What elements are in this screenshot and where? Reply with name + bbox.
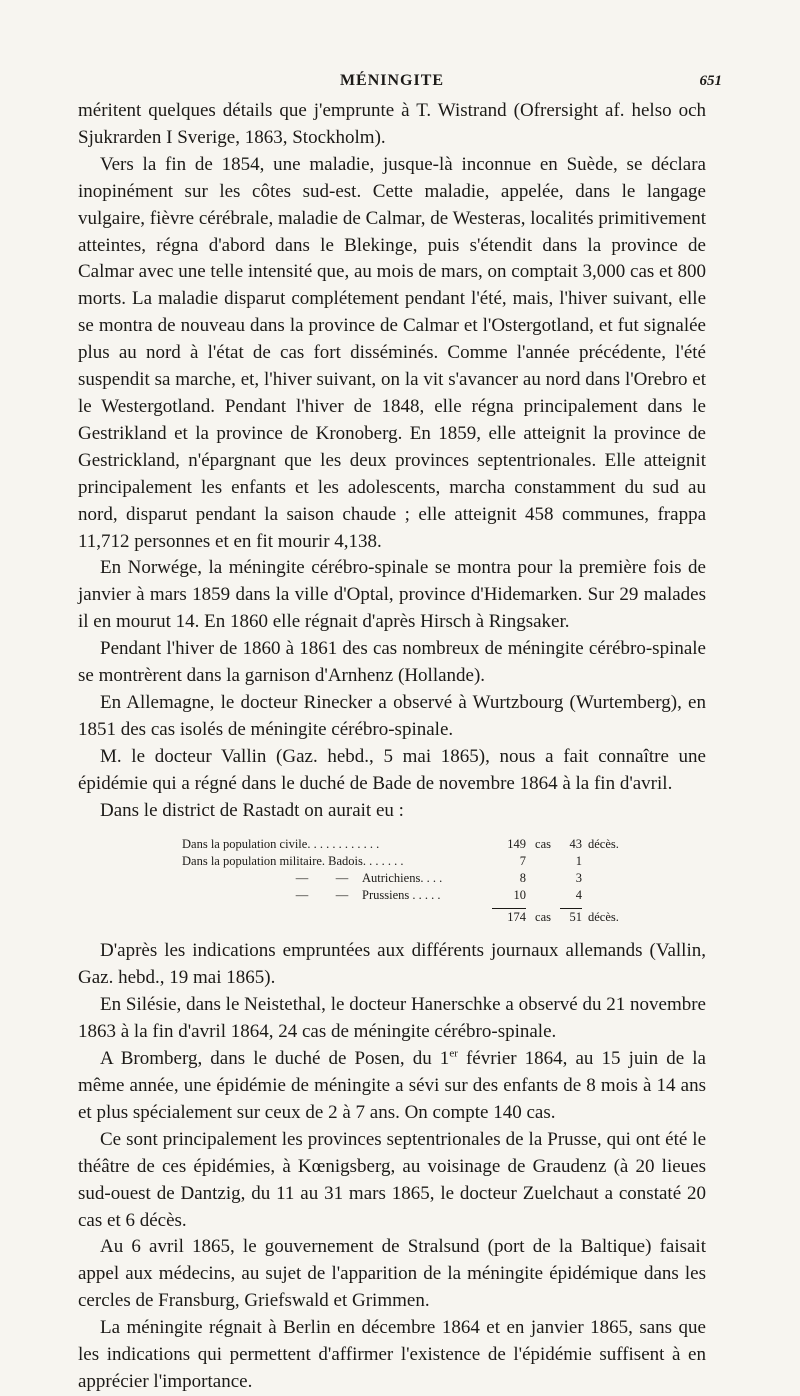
deaths-value: 1 [575, 854, 582, 869]
total-cases-unit: cas [535, 910, 551, 925]
total-cases-value: 174 [492, 908, 526, 926]
paragraph-berlin: La méningite régnait à Berlin en décembre 1864 et en janvier 1865, sans que les indications qui permettent d'affirmer l'existence de l'épidémie suffisent à en apprécier l'importance. [78, 1317, 706, 1392]
cases-value: 7 [519, 854, 526, 869]
paragraph-prussia: Ce sont principalement les provinces septentrionales de la Prusse, qui ont été le théâtre de ces épidémies, à Kœnigsberg, au voisinage de Graudenz (à 20 lieues sud-ouest de Dantzig, du 11 au 31 mars 1865, le docteur Zuelchaut a constaté 20 cas et 6 décès. [78, 1128, 706, 1231]
table-total-row [182, 908, 632, 926]
row-label: Dans la population civile. . . . . . . . . . . . [182, 837, 380, 852]
ditto-mark: — [335, 871, 349, 886]
cases-value: 8 [519, 871, 526, 886]
paragraph-germany: En Allemagne, le docteur Rinecker a observé à Wurtzbourg (Wurtemberg), en 1851 des cas isolés de méningite cérébro-spinale. [78, 691, 706, 740]
page-header [78, 72, 722, 94]
page-number: 651 [699, 73, 722, 89]
deaths-value: 3 [575, 871, 582, 886]
ditto-mark: — [295, 888, 309, 903]
paragraph-sweden: Vers la fin de 1854, une maladie, jusque-là inconnue en Suède, se déclara inopinément sur les côtes sud-est. Cette maladie, appelée, dans le langage vulgaire, fièvre cérébrale, maladie de Calmar, de Westeras, localités primitivement atteintes, régna d'abord dans le Blekinge, puis s'étendit dans la province de Calmar avec une telle intensité que, au mois de mars, on comptait 3,000 cas et 800 morts. La maladie disparut complétement pendant l'été, mais, l'hiver suivant, elle se montra de nouveau dans la province de Calmar et l'Ostergotland, et fut signalée plus au nord à l'état de cas fort disséminés. Comme l'année précédente, l'été suspendit sa marche, et, l'hiver suivant, on la vit s'avancer au nord dans l'Orebro et le Westergotland. Pendant l'hiver de 1848, elle régna principalement dans le Gestrikland et la province de Kronoberg. En 1859, elle atteignit la province de Gestrickland, n'épargnant que les deux provinces septentrionales. Elle atteignit principalement les enfants et les adolescents, marcha constamment du sud au nord, disparut pendant la saison chaude ; elle atteignit 458 communes, frappa 11,712 personnes et en fit mourir 4,138. [78, 153, 706, 552]
paragraph-stralsund: Au 6 avril 1865, le gouvernement de Stralsund (port de la Baltique) faisait appel aux médecins, au sujet de l'apparition de la méningite épidémique dans les cercles de Fransburg, Griefswald et Grimmen. [78, 1236, 706, 1312]
row-label: Dans la population militaire. Badois. . . . . . . [182, 854, 404, 869]
running-title: MÉNINGITE [339, 72, 445, 89]
cases-value: 149 [507, 837, 526, 852]
table-row [182, 836, 632, 853]
row-label-group [182, 887, 492, 904]
paragraph-sources: D'après les indications empruntées aux différents journaux allemands (Vallin, Gaz. hebd., 19 mai 1865). [78, 940, 706, 989]
book-page [78, 72, 722, 1396]
paragraph-vallin: M. le docteur Vallin (Gaz. hebd., 5 mai 1865), nous a fait connaître une épidémie qui a régné dans le duché de Bade de novembre 1864 à la fin d'avril. [78, 745, 706, 794]
paragraph-continuation: méritent quelques détails que j'emprunte à T. Wistrand (Ofrersight af. helso och Sjukrarden I Sverige, 1863, Stockholm). [78, 100, 706, 148]
paragraph-holland: Pendant l'hiver de 1860 à 1861 des cas nombreux de méningite cérébro-spinale se montrèrent dans la garnison d'Arnhenz (Hollande). [78, 638, 706, 687]
rastadt-table [182, 836, 632, 926]
ditto-mark: — [335, 888, 349, 903]
row-label: Autrichiens. . . . [362, 871, 443, 886]
paragraph-norway: En Norwége, la méningite cérébro-spinale se montra pour la première fois de janvier à mars 1859 dans la ville d'Optal, province d'Hidemarken. Sur 29 malades il en mourut 14. En 1860 elle régnait d'après Hirsch à Ringsaker. [78, 557, 706, 633]
paragraph-bromberg: A Bromberg, dans le duché de Posen, du 1er février 1864, au 15 juin de la même année, une épidémie de méningite a sévi sur des enfants de 8 mois à 14 ans et plus spécialement sur ceux de 2 à 7 ans. On compte 140 cas. [78, 1047, 706, 1123]
table-row [182, 870, 632, 887]
cases-unit: cas [535, 837, 551, 852]
deaths-value: 4 [575, 888, 582, 903]
paragraph-rastadt-intro: Dans le district de Rastadt on aurait eu : [100, 799, 404, 821]
row-label: Prussiens . . . . . [362, 888, 441, 903]
ditto-mark: — [295, 871, 309, 886]
deaths-value: 43 [569, 837, 582, 852]
deaths-unit: décès. [588, 837, 619, 852]
cases-value: 10 [513, 888, 526, 903]
paragraph-silesia: En Silésie, dans le Neistethal, le docteur Hanerschke a observé du 21 novembre 1863 à la fin d'avril 1864, 24 cas de méningite cérébro-spinale. [78, 994, 706, 1043]
total-deaths-value: 51 [560, 908, 582, 926]
total-deaths-unit: décès. [588, 910, 619, 925]
table-row [182, 853, 632, 870]
table-row [182, 887, 632, 904]
row-label-group [182, 870, 492, 887]
